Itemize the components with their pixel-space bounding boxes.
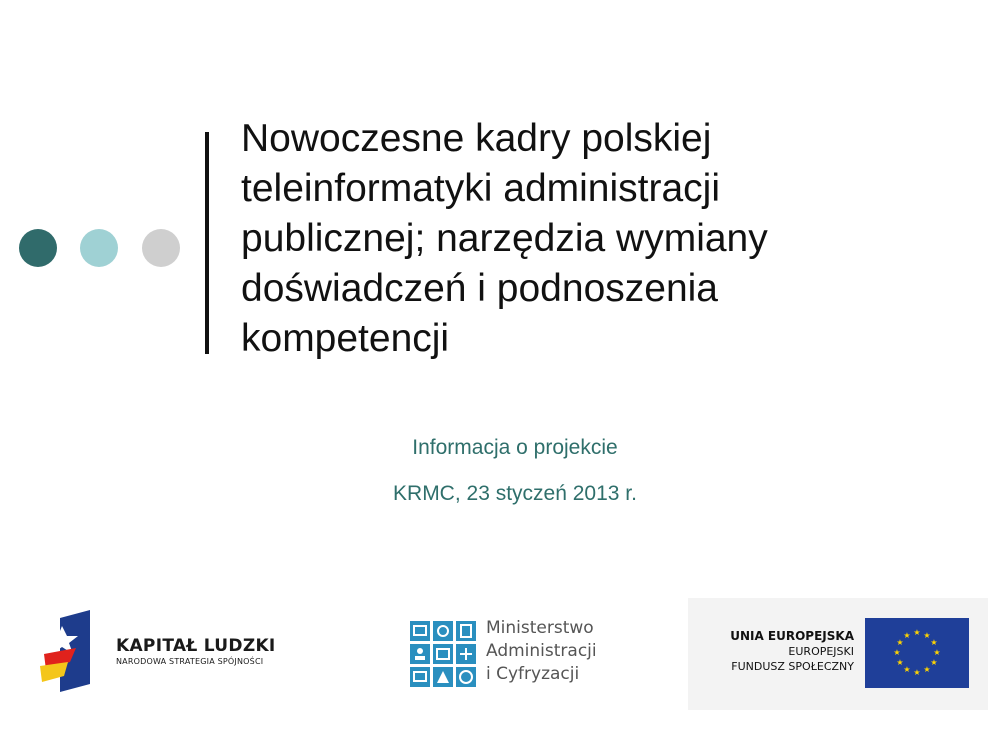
title-line: teleinformatyki administracji [241, 167, 720, 210]
decorative-dot-dark-teal [19, 229, 57, 267]
title-line: publicznej; narzędzia wymiany [241, 217, 768, 260]
ministry-grid-icon [410, 621, 476, 687]
decorative-dot-gray [142, 229, 180, 267]
title-divider-line [205, 132, 209, 354]
svg-text:★: ★ [893, 648, 901, 657]
slide-title [241, 114, 941, 364]
title-line: kompetencji [241, 317, 450, 360]
svg-text:★: ★ [930, 638, 938, 647]
ministry-name-line: Ministerstwo [486, 618, 594, 638]
eu-flag-icon [865, 618, 969, 688]
svg-text:★: ★ [896, 638, 904, 647]
title-line: Nowoczesne kadry polskiej [241, 117, 712, 160]
ministry-logo [410, 617, 640, 693]
kapital-ludzki-name: KAPITAŁ LUDZKI [116, 636, 276, 656]
slide-subtitle: Informacja o projekcie [412, 436, 618, 459]
svg-text:★: ★ [930, 658, 938, 667]
ministry-name-line: i Cyfryzacji [486, 664, 580, 684]
svg-text:★: ★ [903, 631, 911, 640]
svg-text:★: ★ [913, 668, 921, 677]
svg-text:★: ★ [933, 648, 941, 657]
ministry-name-line: Administracji [486, 641, 597, 661]
svg-text:★: ★ [913, 628, 921, 637]
kapital-ludzki-logo [40, 610, 330, 692]
eu-union-name: UNIA EUROPEJSKA [730, 629, 854, 643]
svg-text:★: ★ [896, 658, 904, 667]
decorative-dot-light-teal [80, 229, 118, 267]
title-line: doświadczeń i podnoszenia [241, 267, 718, 310]
eu-fund-line-1: EUROPEJSKI [788, 645, 854, 658]
eu-fund-line-2: FUNDUSZ SPOŁECZNY [731, 660, 854, 673]
slide-date-line: KRMC, 23 styczeń 2013 r. [393, 482, 637, 505]
svg-text:★: ★ [923, 665, 931, 674]
kapital-ludzki-tagline: NARODOWA STRATEGIA SPÓJNOŚCI [116, 657, 264, 666]
svg-text:★: ★ [903, 665, 911, 674]
svg-text:★: ★ [923, 631, 931, 640]
kapital-ludzki-emblem-icon [40, 610, 104, 692]
eu-logo [688, 598, 988, 710]
